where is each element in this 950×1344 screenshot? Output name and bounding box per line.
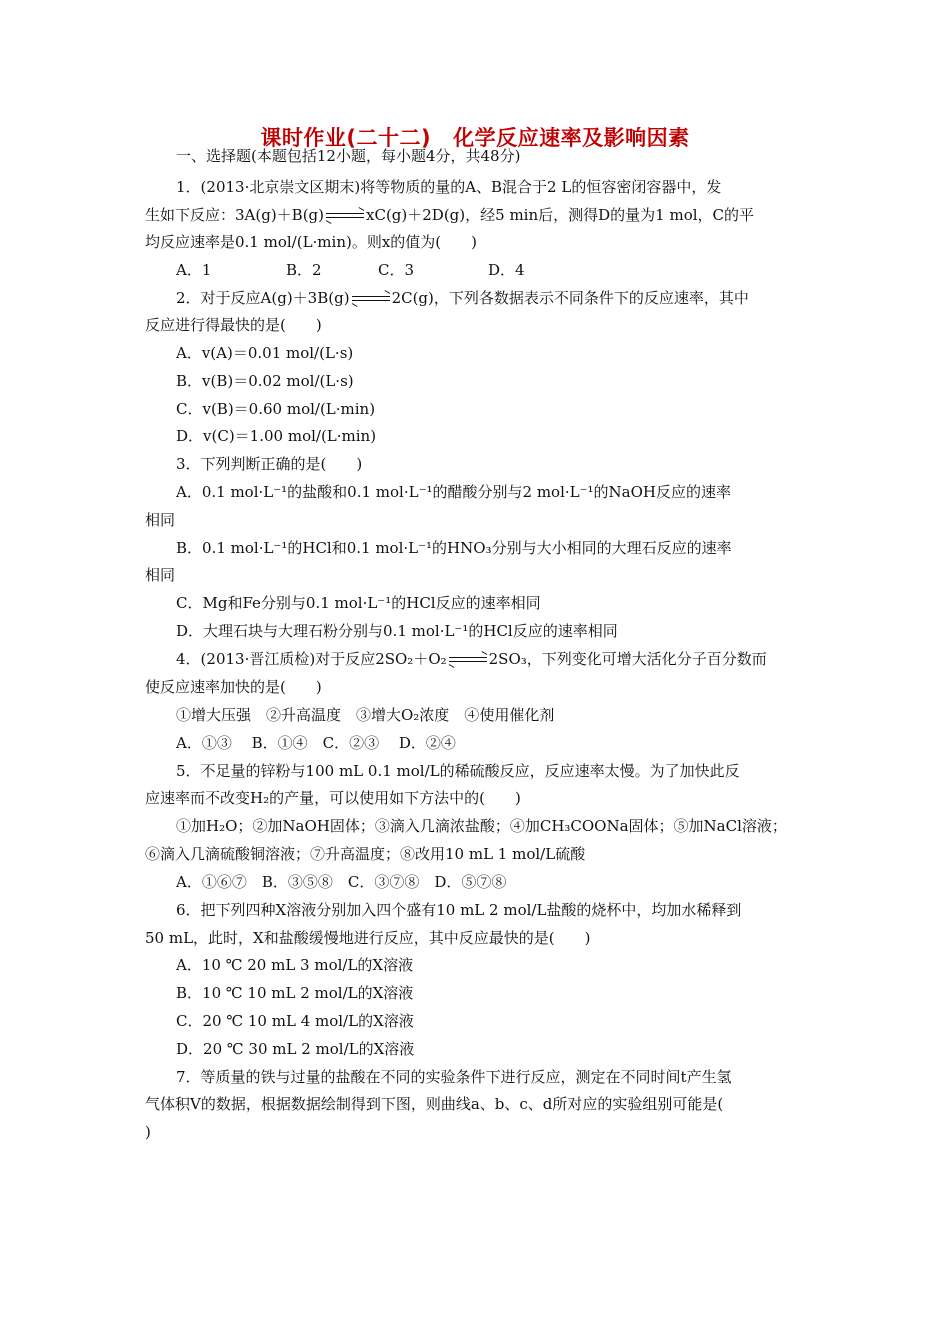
q6-option-d: D．20 ℃ 30 mL 2 mol/L的X溶液 [176,1040,415,1058]
q4-line-2: 使反应速率加快的是( ) [145,678,322,696]
q4-options: A．①③ B．①④ C．②③ D．②④ [176,734,456,752]
q5-line-3: ①加H₂O；②加NaOH固体；③滴入几滴浓盐酸；④加CH₃COONa固体；⑤加NaCl溶液； [176,817,787,835]
q2-option-b: B．v(B)＝0.02 mol/(L·s) [176,372,354,390]
q6-line-2: 50 mL，此时，X和盐酸缓慢地进行反应，其中反应最快的是( ) [145,929,591,947]
q5-line-4: ⑥滴入几滴硫酸铜溶液；⑦升高温度；⑧改用10 mL 1 mol/L硫酸 [145,845,586,863]
q1-option-b: B．2 [286,261,322,279]
equilibrium-arrow-icon [326,211,364,221]
section-header: 一、选择题(本题包括12小题，每小题4分，共48分) [176,147,521,165]
q3-option-b-line-1: B．0.1 mol·L⁻¹的HCl和0.1 mol·L⁻¹的HNO₃分别与大小相同的大理石反应的速率 [176,539,732,557]
title-part-2: 化学反应速率及影响因素 [453,126,690,150]
q3-option-b-line-2: 相同 [145,566,176,584]
q2-option-d: D．v(C)＝1.00 mol/(L·min) [176,427,377,445]
q1-option-d: D．4 [488,261,525,279]
q3-stem: 3．下列判断正确的是( ) [176,455,363,473]
q4-line-1: 4．(2013·晋江质检)对于反应2SO₂＋O₂ 2SO₃，下列变化可增大活化分子百分数而 [176,650,767,668]
q2-option-a: A．v(A)＝0.01 mol/(L·s) [176,344,354,362]
q1-options [176,260,525,280]
q5-line-2: 应速率而不改变H₂的产量，可以使用如下方法中的( ) [145,789,521,807]
q6-option-c: C．20 ℃ 10 mL 4 mol/L的X溶液 [176,1012,414,1030]
q2-option-c: C．v(B)＝0.60 mol/(L·min) [176,400,376,418]
q2-line-2: 反应进行得最快的是( ) [145,316,322,334]
q6-option-b: B．10 ℃ 10 mL 2 mol/L的X溶液 [176,984,414,1002]
q3-option-a-line-2: 相同 [145,511,176,529]
q2-line-1: 2．对于反应A(g)＋3B(g) 2C(g)，下列各数据表示不同条件下的反应速率，其中 [176,289,749,307]
q1-option-a: A．1 [176,261,212,279]
q3-option-d: D．大理石块与大理石粉分别与0.1 mol·L⁻¹的HCl反应的速率相同 [176,622,618,640]
q1-option-c: C．3 [378,261,415,279]
q7-line-1: 7．等质量的铁与过量的盐酸在不同的实验条件下进行反应，测定在不同时间t产生氢 [176,1068,732,1086]
equilibrium-arrow-icon [449,655,487,665]
q1-line-1: 1．(2013·北京崇文区期末)将等物质的量的A、B混合于2 L的恒容密闭容器中，发 [176,178,722,196]
q6-line-1: 6．把下列四种X溶液分别加入四个盛有10 mL 2 mol/L盐酸的烧杯中，均加水稀释到 [176,901,742,919]
equilibrium-arrow-icon [352,294,390,304]
q4-conditions: ①增大压强 ②升高温度 ③增大O₂浓度 ④使用催化剂 [176,706,555,724]
q5-line-1: 5．不足量的锌粉与100 mL 0.1 mol/L的稀硫酸反应，反应速率太慢。为了加快此反 [176,762,740,780]
q6-option-a: A．10 ℃ 20 mL 3 mol/L的X溶液 [176,956,414,974]
q3-option-c: C．Mg和Fe分别与0.1 mol·L⁻¹的HCl反应的速率相同 [176,594,541,612]
title-part-1: 课时作业(二十二) [260,126,432,150]
q1-line-2: 生如下反应：3A(g)＋B(g) xC(g)＋2D(g)，经5 min后，测得D的量为1 mol，C的平 [145,206,754,224]
q7-line-2: 气体积V的数据，根据数据绘制得到下图，则曲线a、b、c、d所对应的实验组别可能是( [145,1095,724,1113]
q1-line-3: 均反应速率是0.1 mol/(L·min)。则x的值为( ) [145,233,478,251]
q3-option-a-line-1: A．0.1 mol·L⁻¹的盐酸和0.1 mol·L⁻¹的醋酸分别与2 mol·L⁻¹的NaOH反应的速率 [176,483,731,501]
q7-line-3: ) [145,1123,151,1141]
q5-options: A．①⑥⑦ B．③⑤⑧ C．③⑦⑧ D．⑤⑦⑧ [176,873,507,891]
